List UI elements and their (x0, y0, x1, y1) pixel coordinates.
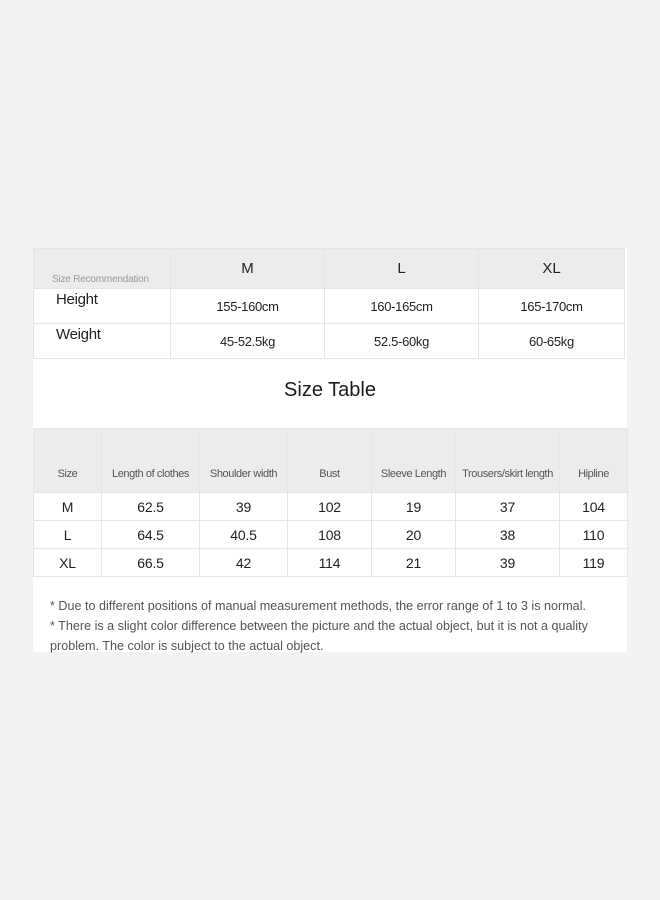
weight-m-value: 45-52.5kg (171, 324, 325, 359)
table-cell: 62.5 (102, 493, 200, 521)
weight-l-value: 52.5-60kg (325, 324, 479, 359)
column-header-hipline: Hipline (560, 429, 628, 493)
table-cell: 21 (372, 549, 456, 577)
size-table-title: Size Table (284, 379, 376, 401)
weight-row (34, 324, 625, 359)
size-recommendation-label: Size Recommendation (34, 249, 171, 289)
size-recommendation-table (33, 248, 625, 359)
column-header-bust: Bust (288, 429, 372, 493)
column-header-length-of-clothes: Length of clothes (102, 429, 200, 493)
table-cell: L (34, 521, 102, 549)
table-cell: 64.5 (102, 521, 200, 549)
size-header-m: M (171, 249, 325, 289)
weight-label: Weight (34, 324, 171, 359)
table-cell: 37 (456, 493, 560, 521)
size-chart-sheet (33, 248, 627, 652)
table-cell: 114 (288, 549, 372, 577)
table-cell: 38 (456, 521, 560, 549)
weight-xl-value: 60-65kg (479, 324, 625, 359)
table-cell: 66.5 (102, 549, 200, 577)
height-row (34, 289, 625, 324)
measurement-note: * Due to different positions of manual measurement methods, the error range of 1 to 3 is normal. (50, 599, 586, 613)
column-header-sleeve-length: Sleeve Length (372, 429, 456, 493)
table-cell: 104 (560, 493, 628, 521)
height-xl-value: 165-170cm (479, 289, 625, 324)
height-m-value: 155-160cm (171, 289, 325, 324)
color-note: * There is a slight color difference between the picture and the actual object, but it is not a quality problem. The color is subject to the actual object. (50, 619, 588, 653)
height-l-value: 160-165cm (325, 289, 479, 324)
table-cell: M (34, 493, 102, 521)
table-row (34, 493, 628, 521)
column-header-size: Size (34, 429, 102, 493)
notes (50, 596, 620, 656)
table-cell: 108 (288, 521, 372, 549)
table-cell: 39 (456, 549, 560, 577)
table-cell: XL (34, 549, 102, 577)
table-cell: 119 (560, 549, 628, 577)
table-cell: 102 (288, 493, 372, 521)
table-row (34, 549, 628, 577)
table-cell: 20 (372, 521, 456, 549)
size-table-header-row (34, 429, 628, 493)
column-header-trousers-skirt-length: Trousers/skirt length (456, 429, 560, 493)
table-cell: 19 (372, 493, 456, 521)
size-table (33, 428, 628, 577)
table-cell: 110 (560, 521, 628, 549)
size-header-l: L (325, 249, 479, 289)
recommendation-header-row (34, 249, 625, 289)
table-row (34, 521, 628, 549)
table-cell: 39 (200, 493, 288, 521)
height-label: Height (34, 289, 171, 324)
table-cell: 42 (200, 549, 288, 577)
table-cell: 40.5 (200, 521, 288, 549)
size-header-xl: XL (479, 249, 625, 289)
column-header-shoulder-width: Shoulder width (200, 429, 288, 493)
